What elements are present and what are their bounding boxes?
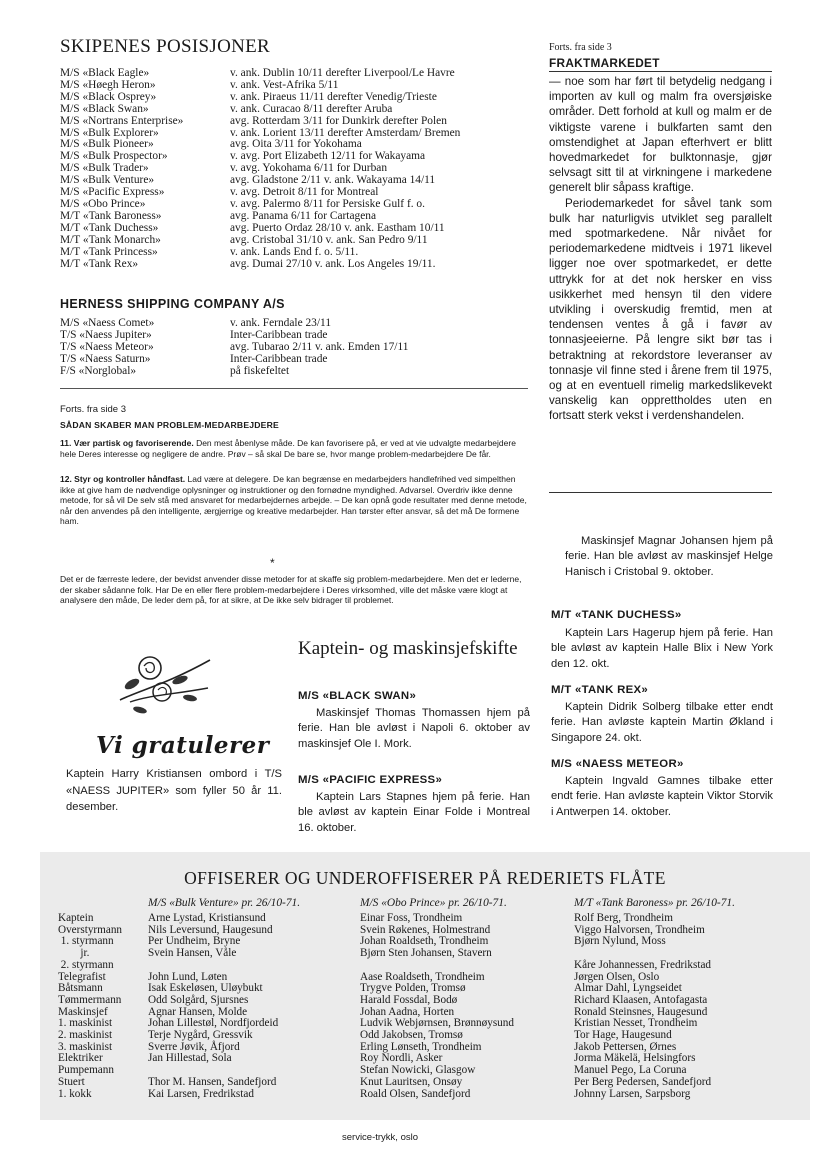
- ship-header-bulk-venture: M/S «Bulk Venture» pr. 26/10-71.: [148, 897, 301, 909]
- ship-name: M/S «Bulk Pioneer»: [60, 138, 154, 151]
- ship-name: M/T «Tank Rex»: [60, 257, 139, 270]
- ship-status: v. ank. Ferndale 23/11: [230, 317, 332, 329]
- ship-name: T/S «Naess Jupiter»: [60, 328, 152, 341]
- skipenes-row: [60, 235, 460, 247]
- skipenes-title: SKIPENES POSISJONER: [60, 36, 270, 57]
- ship-status: avg. Panama 6/11 for Cartagena: [230, 209, 377, 222]
- ship-name: M/S «Naess Comet»: [60, 317, 155, 329]
- skipenes-row: [60, 211, 460, 223]
- paragraph-11-text: Den mest åbenlyse måde. De kan favorisere på, er ved at vie udvalgte medarbejdere hele Deres interesse og negligere de andre. Prøv – så skal De bare se, hvor mange problem-medarbejdere De får.: [60, 438, 516, 459]
- ship-status: avg. Tubarao 2/11 v. ank. Emden 17/11: [230, 340, 409, 353]
- ship-name: M/S «Nortrans Enterprise»: [60, 114, 184, 127]
- gratuler-text: Kaptein Harry Kristiansen ombord i T/S «NAESS JUPITER» som fyller 50 år 11. desember.: [66, 768, 282, 813]
- herness-row: [60, 354, 408, 366]
- ship-name: T/S «Naess Meteor»: [60, 340, 154, 353]
- pacific-express-text: Kaptein Lars Stapnes hjem på ferie. Han ble avløst av kaptein Einar Folde i Montreal 16. oktober.: [298, 791, 530, 834]
- skipenes-row: [60, 247, 460, 259]
- tank-duchess-heading: M/T «TANK DUCHESS»: [551, 609, 682, 621]
- skipenes-row: [60, 104, 460, 116]
- tank-duchess-text: Kaptein Lars Hagerup hjem på ferie. Han ble avløst av kaptein Halle Blix i New York den 12. okt.: [551, 627, 773, 670]
- forts-right-label: Forts. fra side 3: [549, 42, 612, 53]
- ship-name: M/S «Bulk Explorer»: [60, 126, 159, 139]
- skifte-title: Kaptein- og maskinsjefskifte: [298, 638, 518, 659]
- ship-status: avg. Puerto Ordaz 28/10 v. ank. Eastham 10/11: [230, 221, 445, 234]
- paragraph-12-text: Lad være at delegere. De kan begrænse en medarbejders handlefrihed ved simpelthen ikke at give ham de nødvendige oplysninger og instruktioner og den fornødne myndighed. Advarsel. Overdriv ikke denne metode, for så vil De selv stå med ansvaret for medarbejdernes arbejde. – De kan opnå gode resultater med denne metode, når den anvendes på den intelligente, ærgjerrige og kreative medarbejder. Han tørster efter ansvar, så det må De formene ham.: [60, 474, 527, 527]
- ship-header-obo-prince: M/S «Obo Prince» pr. 26/10-71.: [360, 897, 507, 909]
- ship-name: M/S «Black Swan»: [60, 102, 149, 115]
- ship-status: avg. Rotterdam 3/11 for Dunkirk derefter Polen: [230, 114, 447, 127]
- fraktmarkedet-title: FRAKTMARKEDET: [549, 56, 660, 70]
- asterisk-separator: *: [270, 556, 275, 570]
- fraktmarkedet-body: [549, 74, 772, 424]
- gratuler-heading: Vi gratulerer: [96, 732, 270, 759]
- ship-status: avg. Cristobal 31/10 v. ank. San Pedro 9/11: [230, 233, 428, 246]
- ship-status: avg. Dumai 27/10 v. ank. Los Angeles 19/11.: [230, 257, 436, 270]
- herness-table: [60, 318, 408, 378]
- tank-rex-text: Kaptein Didrik Solberg tilbake etter endt ferie. Han avløste kaptein Martin Økland i Singapore 24. okt.: [551, 701, 773, 744]
- ship-status: v. avg. Detroit 8/11 for Montreal: [230, 186, 379, 199]
- paragraph-12-label: 12. Styr og kontroller håndfast.: [60, 474, 186, 484]
- ship-status: v. avg. Palermo 8/11 for Persiske Gulf f. o.: [230, 197, 425, 210]
- footer-printer: service-trykk, oslo: [342, 1132, 419, 1143]
- maskinsjef-notice: Maskinsjef Magnar Johansen hjem på ferie. Han ble avløst av maskinsjef Helge Hanisch i Cristobal 9. oktober.: [565, 535, 773, 578]
- right-column-divider: [549, 492, 772, 493]
- ship-name: M/S «Black Osprey»: [60, 90, 157, 103]
- fraktmarkedet-rule: [549, 71, 772, 72]
- skipenes-row: [60, 259, 460, 271]
- herness-row: [60, 366, 408, 378]
- ship-status: v. avg. Port Elizabeth 12/11 for Wakayama: [230, 150, 426, 163]
- ship-status: Inter-Caribbean trade: [230, 328, 328, 341]
- skipenes-row: [60, 116, 460, 128]
- ship-status: v. ank. Curacao 8/11 derefter Aruba: [230, 102, 393, 115]
- ship-name: T/S «Naess Saturn»: [60, 352, 151, 365]
- ship-name: F/S «Norglobal»: [60, 364, 137, 377]
- ship-name: M/T «Tank Duchess»: [60, 221, 159, 234]
- officers-title: OFFISERER OG UNDEROFFISERER PÅ REDERIETS FLÅTE: [184, 868, 666, 888]
- forts-label: Forts. fra side 3: [60, 404, 126, 415]
- ship-status: på fiskefeltet: [230, 364, 290, 377]
- ship-name: M/S «Bulk Venture»: [60, 174, 155, 187]
- tank-rex-heading: M/T «TANK REX»: [551, 684, 649, 696]
- ship-status: avg. Gladstone 2/11 v. ank. Wakayama 14/11: [230, 174, 436, 187]
- rank-column: Kaptein Overstyrmann 1. styrmann jr. 2. styrmann Telegrafist Båtsmann Tømmermann Maskinsjef 1. maskinist 2. maskinist 3. maskinist Elektriker Pumpemann Stuert 1. kokk: [58, 912, 123, 1100]
- ship-status: Inter-Caribbean trade: [230, 352, 328, 365]
- pacific-express-heading: M/S «PACIFIC EXPRESS»: [298, 774, 443, 786]
- crew-column-tank-baroness: Rolf Berg, Trondheim Viggo Halvorsen, Trondheim Bjørn Nylund, Moss Kåre Johannessen, Fredrikstad Jørgen Olsen, Oslo Almar Dahl, Lyngseidet Richard Klaasen, Antofagasta Ronald Steinsnes, Haugesund Kristian Nesset, Trondheim Tor Hage, Haugesund Jakob Pettersen, Ørnes Jorma Mäkelä, Helsingfors Manuel Pego, La Coruna Per Berg Pedersen, Sandefjord Johnny Larsen, Sarpsborg: [574, 912, 712, 1100]
- ship-status: v. avg. Yokohama 6/11 for Durban: [230, 162, 388, 175]
- ship-header-tank-baroness: M/T «Tank Baroness» pr. 26/10-71.: [574, 897, 735, 909]
- rose-illustration: [110, 640, 220, 720]
- crew-column-bulk-venture: Arne Lystad, Kristiansund Nils Leversund, Haugesund Per Undheim, Bryne Svein Hansen, Våle John Lund, Løten Isak Eskeløsen, Uløybukt Odd Solgård, Sjursnes Agnar Hansen, Molde Johan Lillestøl, Nordfjordeid Terje Nygård, Gressvik Sverre Jøvik, Åfjord Jan Hillestad, Sola Thor M. Hansen, Sandefjord Kai Larsen, Fredrikstad: [148, 912, 279, 1100]
- ship-status: v. ank. Piraeus 11/11 derefter Venedig/Trieste: [230, 90, 437, 103]
- ship-name: M/S «Obo Prince»: [60, 197, 146, 210]
- herness-row: [60, 342, 408, 354]
- ship-status: v. ank. Dublin 10/11 derefter Liverpool/Le Havre: [230, 67, 455, 79]
- ship-name: M/S «Høegh Heron»: [60, 78, 156, 91]
- section-divider: [60, 388, 528, 389]
- conclusion-paragraph: Det er de færreste ledere, der bevidst anvender disse metoder for at skaffe sig problem-medarbejdere. Men det er lederne, der skaber sådanne folk. Har De en eller flere problem-medarbejdere i Deres virksomhed, ville det måske være klogt at analysere den måde, De leder dem på, for at sikre, at De ikke selv bidrager til problemet.: [60, 574, 522, 606]
- fraktmarkedet-paragraph-2: Periodemarkedet for såvel tank som bulk har naturligvis utviklet seg parallelt med spotmarkedene. Når nivået for periodemarkedene midtveis i 1971 likevel ligger noe over spotmarkedet, er dette uttrykk for at det nok hersker en viss usikkerhet med hensyn til den videre utvikling i overskudig fremtid, men at tendensen ventes å gå i favør av tonnasjeeierne. På lengre sikt bør tas i betraktning at rekordstore leveranser av tonnasje vil finne sted i årene frem til 1975, og at en eventuell rimelig markedslikevekt vanskelig kan opprettholdes uten en fortsatt sterk vekst i verdenshandelen.: [549, 196, 772, 423]
- skipenes-table: [60, 68, 460, 270]
- paragraph-11: [60, 438, 528, 459]
- fraktmarkedet-paragraph-1: — noe som har ført til betydelig nedgang i importen av kull og malm fra oversjøiske områder. Dett forhold at kull og malm er de viktigste varene i bulkfarten samt den omstendighet at Japan efterhvert er blitt hovedmarkedet for bulktonnasje, gjør selvsagt sitt til at virkningene i markedene generelt blir såpass kraftige.: [549, 75, 772, 195]
- black-swan-text: Maskinsjef Thomas Thomassen hjem på ferie. Han ble avløst i Napoli 6. oktober av maskinsjef Ole I. Mork.: [298, 707, 530, 750]
- ship-name: M/T «Tank Monarch»: [60, 233, 161, 246]
- ship-name: M/S «Bulk Trader»: [60, 162, 149, 175]
- naess-meteor-heading: M/S «NAESS METEOR»: [551, 758, 684, 770]
- black-swan-heading: M/S «BLACK SWAN»: [298, 690, 417, 702]
- paragraph-11-label: 11. Vær partisk og favoriserende.: [60, 438, 194, 448]
- ship-status: v. ank. Lorient 13/11 derefter Amsterdam/ Bremen: [230, 126, 461, 139]
- skipenes-row: [60, 92, 460, 104]
- ship-name: M/T «Tank Princess»: [60, 245, 158, 258]
- ship-name: M/T «Tank Baroness»: [60, 209, 162, 222]
- herness-title: HERNESS SHIPPING COMPANY A/S: [60, 297, 285, 311]
- ship-name: M/S «Bulk Prospector»: [60, 150, 168, 163]
- sadan-title: SÅDAN SKABER MAN PROBLEM-MEDARBEJDERE: [60, 420, 279, 430]
- ship-name: M/S «Black Eagle»: [60, 67, 150, 79]
- skipenes-row: [60, 223, 460, 235]
- ship-status: avg. Oita 3/11 for Yokohama: [230, 138, 362, 151]
- ship-name: M/S «Pacific Express»: [60, 186, 165, 199]
- ship-status: v. ank. Vest-Afrika 5/11: [230, 78, 339, 91]
- naess-meteor-text: Kaptein Ingvald Gamnes tilbake etter endt ferie. Han avløste kaptein Viktor Storvik i Antwerpen 14. oktober.: [551, 775, 773, 818]
- crew-column-obo-prince: Einar Foss, Trondheim Svein Røkenes, Holmestrand Johan Roaldseth, Trondheim Bjørn Sten Johansen, Stavern Aase Roaldseth, Trondheim Trygve Polden, Tromsø Harald Fossdal, Bodø Johan Aadna, Horten Ludvik Webjørnsen, Brønnøysund Odd Jakobsen, Tromsø Erling Lønseth, Trondheim Roy Nordli, Asker Stefan Nowicki, Glasgow Knut Lauritsen, Onsøy Roald Olsen, Sandefjord: [360, 912, 514, 1100]
- ship-status: v. ank. Lands End f. o. 5/11.: [230, 245, 359, 258]
- paragraph-12: [60, 474, 528, 527]
